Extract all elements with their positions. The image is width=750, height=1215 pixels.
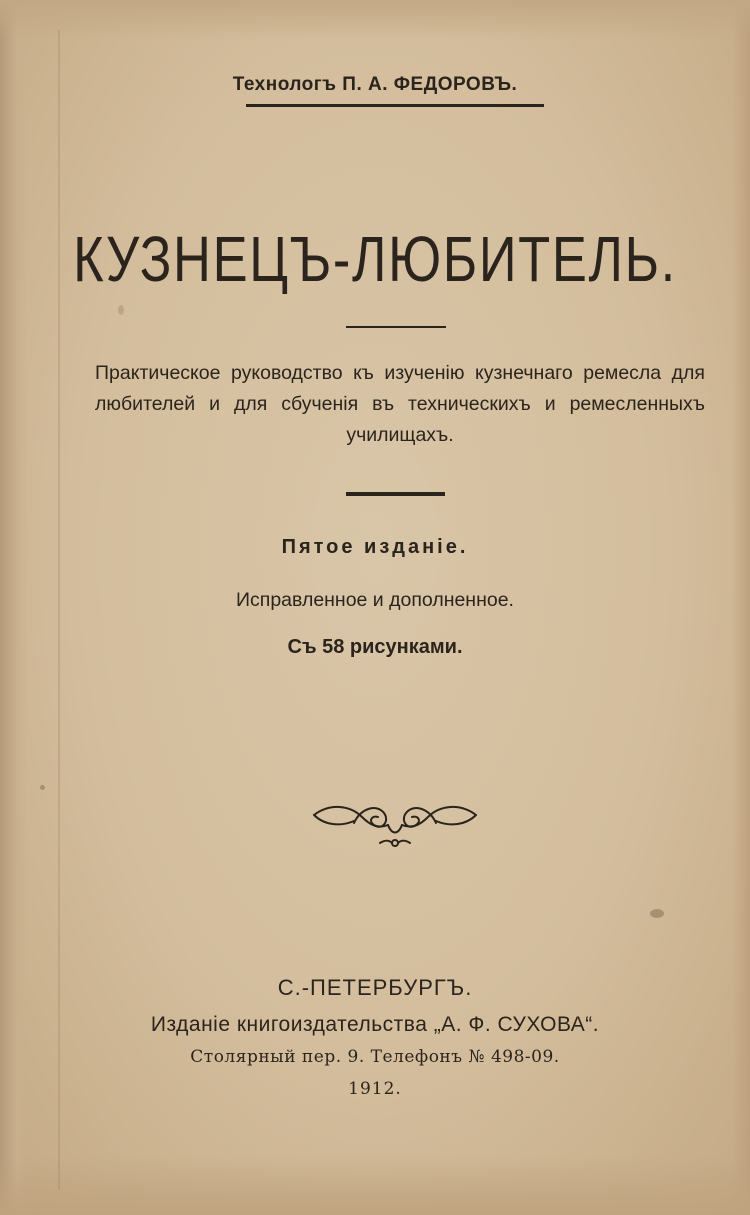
corrected-line: Исправленное и дополненное. <box>236 589 514 611</box>
imprint-publisher: Изданіе книгоиздательства „А. Ф. СУХОВА“. <box>150 1013 600 1036</box>
title-rule <box>346 326 446 328</box>
flourish-ornament-icon <box>310 795 480 853</box>
subtitle-rule <box>346 492 445 496</box>
imprint-city: С.-ПЕТЕРБУРГЪ. <box>277 975 473 1000</box>
page-edge-bottom <box>0 1155 750 1215</box>
book-subtitle: Практическое руководство къ изученію кузнечнаго ремесла для любителей и для сбученія въ техническихъ и ремесленныхъ училищахъ. <box>95 362 705 446</box>
ink-spot <box>650 909 664 918</box>
author-line: Технологъ П. А. ФЕДОРОВЪ. <box>232 74 518 95</box>
author-underline <box>246 104 544 107</box>
imprint-address: Столярный пер. 9. Телефонъ № 498-09. <box>190 1047 560 1067</box>
ink-spot <box>40 785 45 790</box>
figures-line: Съ 58 рисунками. <box>287 636 463 658</box>
edition-line: Пятое изданіе. <box>281 536 469 558</box>
page-edge-top <box>0 0 750 40</box>
book-title: КУЗНЕЦЪ-ЛЮБИТЕЛЬ. <box>73 223 677 295</box>
imprint-year: 1912. <box>348 1079 402 1099</box>
ink-spot <box>118 305 124 315</box>
